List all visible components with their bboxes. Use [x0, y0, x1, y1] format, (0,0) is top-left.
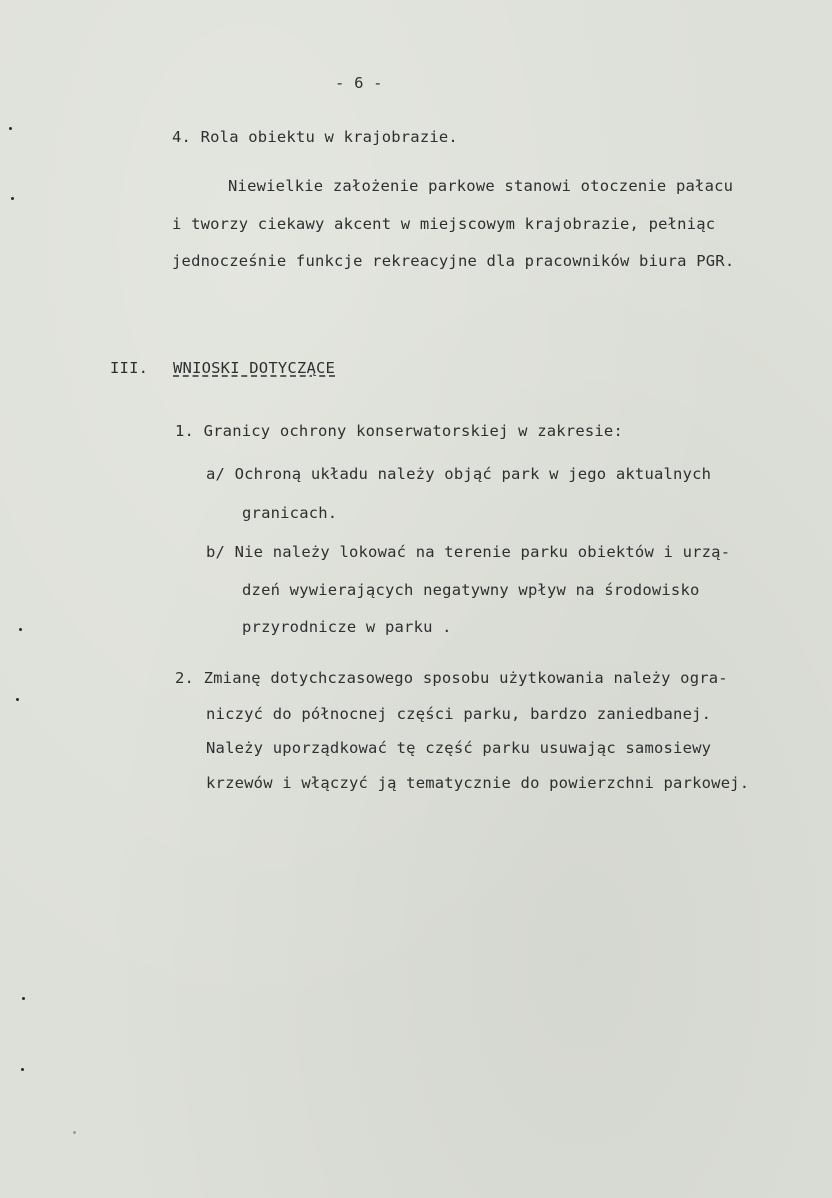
margin-speck [16, 698, 19, 701]
point-1b-line-2: dzeń wywierających negatywny wpływ na środowisko [242, 581, 700, 599]
margin-speck [11, 197, 14, 200]
margin-speck [73, 1131, 76, 1134]
margin-speck [9, 127, 12, 130]
margin-speck [19, 628, 22, 631]
section-4-line-3: jednocześnie funkcje rekreacyjne dla pracowników biura PGR. [172, 252, 735, 270]
point-2-line-2: niczyć do północnej części parku, bardzo zaniedbanej. [206, 705, 712, 723]
point-1a-line-2: granicach. [242, 504, 338, 522]
section-4-heading-text: 4. Rola obiektu w krajobrazie. [172, 128, 458, 146]
margin-speck [21, 1068, 24, 1071]
page-number: - 6 - [335, 74, 383, 92]
point-1b-line-1: b/ Nie należy lokować na terenie parku obiektów i urzą- [206, 543, 731, 561]
point-1b-line-3: przyrodnicze w parku . [242, 618, 452, 636]
section-3-heading: WNIOSKI DOTYCZĄCE [173, 359, 336, 377]
point-2-line-3: Należy uporządkować tę część parku usuwając samosiewy [206, 739, 712, 757]
point-2-line-4: krzewów i włączyć ją tematycznie do powierzchni parkowej. [206, 774, 750, 792]
section-4-heading [172, 130, 458, 146]
point-2-line-1: 2. Zmianę dotychczasowego sposobu użytkowania należy ogra- [175, 669, 728, 687]
section-3-numeral: III. [110, 359, 149, 377]
section-4-line-1: Niewielkie założenie parkowe stanowi otoczenie pałacu [228, 177, 734, 195]
margin-speck [22, 997, 25, 1000]
section-4-line-2: i tworzy ciekawy akcent w miejscowym krajobrazie, pełniąc [172, 215, 716, 233]
point-1-text: 1. Granicy ochrony konserwatorskiej w zakresie: [175, 422, 623, 440]
point-1a-line-1: a/ Ochroną układu należy objąć park w jego aktualnych [206, 465, 712, 483]
